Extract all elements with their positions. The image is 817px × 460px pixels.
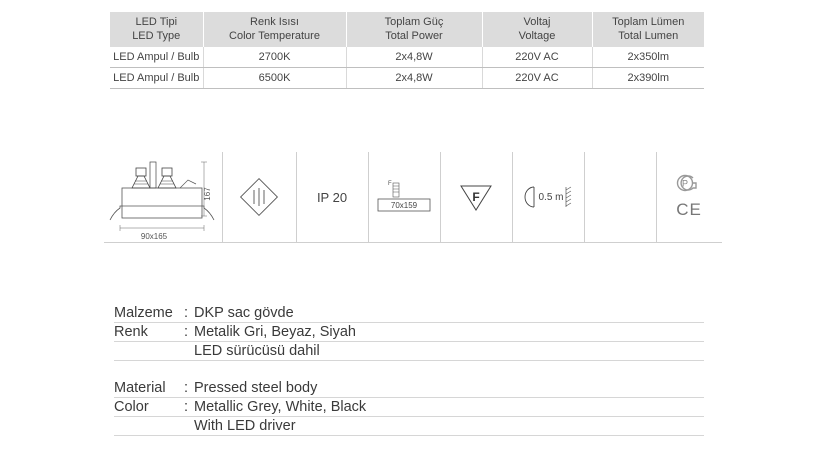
table-row — [110, 47, 704, 68]
cell-ip-rating — [296, 152, 369, 242]
cell-certifications — [656, 152, 722, 242]
color-label-tr: Renk — [114, 324, 148, 340]
materials-section — [114, 304, 704, 436]
wall-hatch-icon — [564, 186, 572, 208]
header-color-temperature — [203, 12, 346, 47]
table-header-row — [110, 12, 704, 47]
header-text-tr: Renk Isısı — [250, 16, 299, 28]
f-mark-text: F — [472, 190, 480, 204]
cell-technical-drawing — [104, 152, 223, 242]
cell-empty — [584, 152, 657, 242]
cell-cutout — [368, 152, 441, 242]
list-item — [114, 323, 704, 342]
color-value-en: Metallic Grey, White, Black — [194, 399, 367, 415]
f-triangle-icon — [458, 182, 494, 212]
separator-colon: : — [184, 380, 189, 396]
table-cell: 2x390lm — [592, 68, 704, 89]
ce-mark: CE — [676, 200, 702, 219]
height-dimension-label: 167 — [203, 187, 212, 201]
ip-rating-label: IP 20 — [316, 189, 348, 205]
list-item — [114, 398, 704, 417]
table-cell: 2x4,8W — [346, 68, 482, 89]
material-label-tr: Malzeme — [114, 305, 173, 321]
cell-insulation-class — [222, 152, 297, 242]
separator-colon: : — [184, 305, 189, 321]
table-cell: 2700K — [203, 47, 346, 68]
header-text-tr: Voltaj — [523, 16, 551, 28]
header-text-en: Total Lumen — [618, 30, 679, 42]
table-cell: 220V AC — [482, 68, 592, 89]
table-cell: LED Ampul / Bulb — [110, 68, 203, 89]
cutout-label: 70x159 — [390, 201, 418, 210]
header-total-lumen — [592, 12, 704, 47]
table-cell: 6500K — [203, 68, 346, 89]
pct-mark-icon — [676, 174, 702, 192]
header-text-tr: Toplam Lümen — [612, 16, 685, 28]
header-text-en: LED Type — [132, 30, 181, 42]
table-cell: LED Ampul / Bulb — [110, 47, 203, 68]
cell-min-distance — [512, 152, 585, 242]
width-dimension-label: 90x165 — [140, 232, 168, 240]
icon-strip — [104, 152, 722, 243]
cutout-marker-text: F — [388, 181, 392, 187]
header-total-power — [346, 12, 482, 47]
header-text-tr: LED Tipi — [135, 16, 178, 28]
header-text-tr: Toplam Güç — [384, 16, 444, 28]
separator-colon: : — [184, 324, 189, 340]
fixture-drawing-icon — [108, 154, 218, 240]
lamp-distance-icon — [524, 186, 536, 208]
list-item — [114, 342, 704, 361]
driver-note-tr: LED sürücüsü dahil — [194, 343, 320, 359]
material-value-tr: DKP sac gövde — [194, 305, 294, 321]
spec-table — [110, 12, 704, 89]
material-label-en: Material — [114, 380, 166, 396]
insulation-diamond-icon — [237, 175, 281, 219]
svg-text:P: P — [681, 178, 689, 189]
material-value-en: Pressed steel body — [194, 380, 318, 396]
list-item — [114, 379, 704, 398]
list-item — [114, 417, 704, 436]
header-led-type — [110, 12, 203, 47]
header-text-en: Voltage — [518, 30, 556, 42]
header-text-en: Color Temperature — [229, 30, 320, 42]
color-value-tr: Metalik Gri, Beyaz, Siyah — [194, 324, 356, 340]
color-label-en: Color — [114, 399, 149, 415]
table-cell: 220V AC — [482, 47, 592, 68]
header-text-en: Total Power — [385, 30, 443, 42]
table-cell: 2x350lm — [592, 47, 704, 68]
cell-flammable-mark — [440, 152, 513, 242]
table-cell: 2x4,8W — [346, 47, 482, 68]
table-row — [110, 68, 704, 89]
separator-colon: : — [184, 399, 189, 415]
cutout-dimension-icon — [374, 177, 434, 217]
header-voltage — [482, 12, 592, 47]
list-item — [114, 304, 704, 323]
driver-note-en: With LED driver — [194, 418, 296, 434]
min-distance-label: 0.5 m — [538, 191, 564, 203]
